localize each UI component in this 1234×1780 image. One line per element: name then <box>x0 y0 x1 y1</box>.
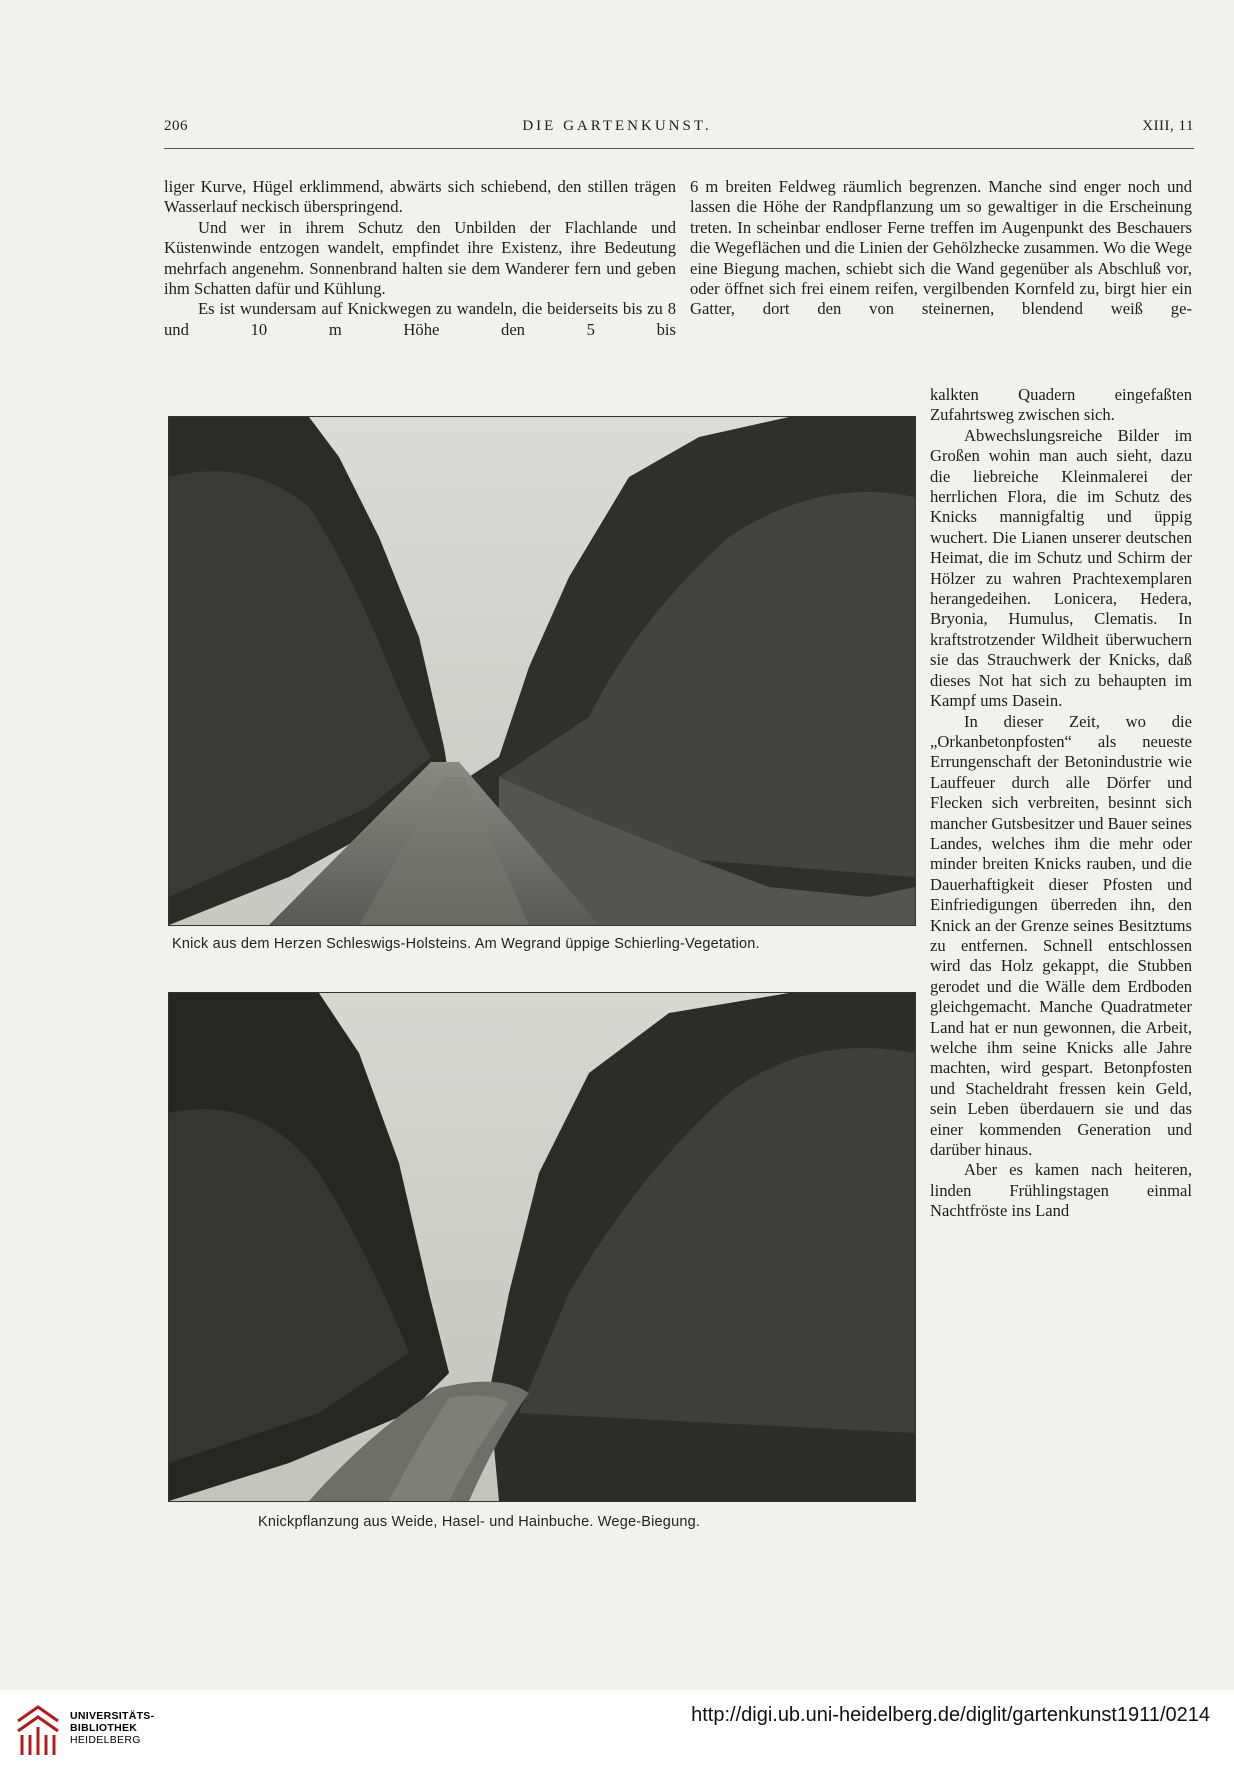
library-name-line: UNIVERSITÄTS- <box>70 1710 155 1722</box>
text-column-right-top <box>690 177 1192 320</box>
library-name <box>70 1710 154 1746</box>
paragraph: kalkten Quadern eingefaßten Zufahrtsweg zwischen sich. <box>930 385 1192 425</box>
paragraph: liger Kurve, Hügel erklimmend, abwärts sich schiebend, den stillen trägen Wasserlauf neckisch überspringend. <box>164 177 676 217</box>
text-column-left <box>164 177 676 340</box>
text-column-right-narrow <box>930 385 1192 1222</box>
photo-lane-curve <box>168 992 916 1502</box>
library-name-line: BIBLIOTHEK <box>70 1722 138 1734</box>
volume-issue: XIII, 11 <box>1142 118 1194 134</box>
journal-title: DIE GARTENKUNST. <box>522 118 712 134</box>
figure-caption-1: Knick aus dem Herzen Schleswigs-Holsteins. Am Wegrand üppige Schierling-Vegetation. <box>172 936 760 952</box>
photo-hedge-lane-image <box>169 417 915 925</box>
paragraph: Aber es kamen nach heiteren, linden Frühlingstagen einmal Nachtfröste ins Land <box>930 1160 1192 1221</box>
header-rule <box>164 148 1194 149</box>
page-number: 206 <box>164 118 188 134</box>
permalink-url[interactable]: http://digi.ub.uni-heidelberg.de/diglit/gartenkunst1911/0214 <box>691 1704 1210 1726</box>
photo-lane-curve-image <box>169 993 915 1501</box>
paragraph: Und wer in ihrem Schutz den Unbilden der Flachlande und Küstenwinde entzogen wandelt, empfindet ihre Existenz, ihre Bedeutung mehrfach angenehm. Sonnenbrand halten sie dem Wanderer fern und geben ihm Schatten dafür und Kühlung. <box>164 217 676 299</box>
figure-caption-2: Knickpflanzung aus Weide, Hasel- und Hainbuche. Wege-Biegung. <box>258 1514 701 1530</box>
photo-hedge-lane <box>168 416 916 926</box>
library-name-line: HEIDELBERG <box>70 1734 141 1746</box>
paragraph: In dieser Zeit, wo die „Orkanbetonpfosten“ als neueste Errungenschaft der Betonindustrie wie Lauffeuer durch alle Dörfer und Flecken sich verbreiten, besinnt sich mancher Gutsbesitzer und Bauer seines Landes, welches ihm die mehr oder minder breiten Knicks rauben, und die Dauerhaftigkeit dieser Pfosten und Einfriedigungen überreden ihn, den Knick an der Grenze seines Besitztums zu entfernen. Schnell entschlossen wird das Holz gekappt, die Stubben gerodet und die Wälle dem Erdboden gleichgemacht. Manche Quadratmeter Land hat er nun gewonnen, die Arbeit, welche ihm seine Knicks alle Jahre machten, wird gespart. Betonpfosten und Stacheldraht fressen kein Geld, sein Leben überdauern sie und das einer kommenden Generation und darüber hinaus. <box>930 711 1192 1160</box>
paragraph: 6 m breiten Feldweg räumlich begrenzen. Manche sind enger noch und lassen die Höhe der Randpflanzung um so gewaltiger in die Erscheinung treten. In scheinbar endloser Ferne treffen im Augenpunkt des Beschauers die Wegeflächen und die Linien der Gehölzhecke zusammen. Wo die Wege eine Biegung machen, schiebt sich die Wand gegenüber als Abschluß vor, oder öffnet sich frei einem reifen, vergilbenden Kornfeld zu, birgt hier ein Gatter, dort den von steinernen, blendend weiß ge- <box>690 177 1192 319</box>
paragraph: Es ist wundersam auf Knickwegen zu wandeln, die beiderseits bis zu 8 und 10 m Höhe den 5 bis <box>164 299 676 339</box>
library-logo-icon <box>14 1703 64 1759</box>
paragraph: Abwechslungsreiche Bilder im Großen wohin man auch sieht, dazu die liebreiche Kleinmalerei der herrlichen Flora, die im Schutz des Knicks mannigfaltig und üppig wuchert. Die Lianen unserer deutschen Heimat, die im Schutz und Schirm der Hölzer zu wahren Prachtexemplaren herangedeihen. Lonicera, Hedera, Bryonia, Humulus, Clematis. In kraftstrotzender Wildheit überwuchern sie das Strauchwerk der Knicks, daß dieses Not hat sich zu behaupten im Kampf ums Dasein. <box>930 425 1192 711</box>
